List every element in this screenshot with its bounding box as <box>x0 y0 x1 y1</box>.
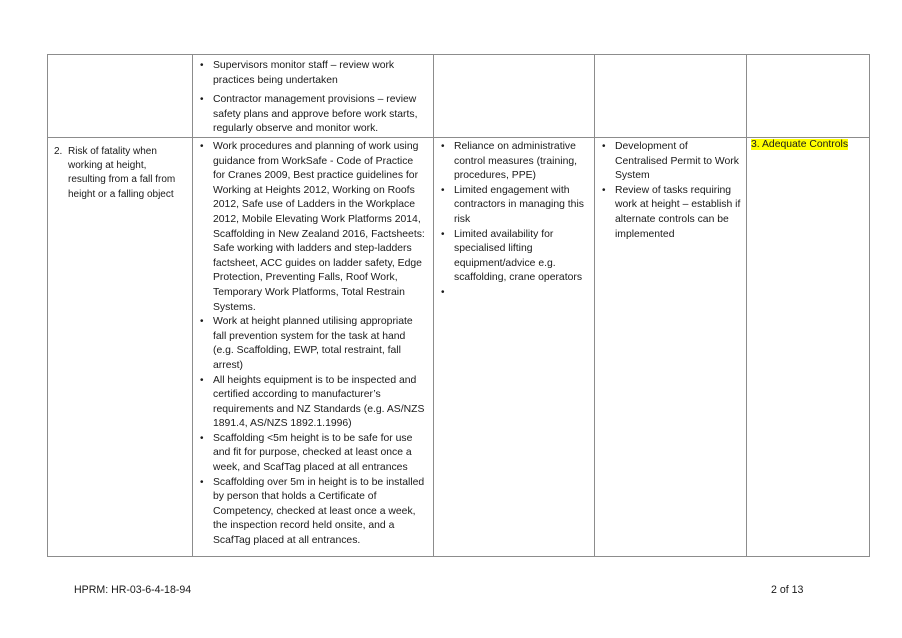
table-row <box>48 138 870 557</box>
controls-cell <box>193 55 434 138</box>
risk-cell <box>48 55 193 138</box>
list-item <box>434 286 590 300</box>
table-row <box>48 55 870 138</box>
list-item: • Development of Centralised Permit to Work System <box>595 140 742 184</box>
list-item: • Review of tasks requiring work at height – establish if alternate controls can be implemented <box>595 184 742 242</box>
actions-cell <box>595 55 747 138</box>
list-item: • Work at height planned utilising appropriate fall prevention system for the task at hand (e.g. Scaffolding, EWP, total restraint, fall arrest) <box>193 315 427 373</box>
rating-cell <box>747 55 870 138</box>
controls-cell <box>193 138 434 557</box>
list-item: • Limited engagement with contractors in managing this risk <box>434 184 590 228</box>
list-item: • All heights equipment is to be inspected and certified according to manufacturer’s requirements and NZ Standards (e.g. AS/NZS 1891.4, AS/NZS 1892.1.1996) <box>193 374 427 432</box>
risk-number: 2. <box>54 146 63 157</box>
rating-cell <box>747 138 870 557</box>
list-item: • Supervisors monitor staff – review work practices being undertaken <box>193 59 427 88</box>
list-item: • Scaffolding <5m height is to be safe for use and fit for purpose, checked at least once a week, and ScafTag placed at all entrances <box>193 432 427 476</box>
page-number: 2 of 13 <box>771 584 804 596</box>
actions-cell <box>595 138 747 557</box>
list-item: • Scaffolding over 5m in height is to be installed by person that holds a Certificate of Competency, checked at least once a week, the inspection record held onsite, and a ScafTag placed at all entrances. <box>193 476 427 549</box>
risk-table <box>47 54 870 557</box>
risk-cell <box>48 138 193 557</box>
list-item: • Contractor management provisions – review safety plans and approve before work starts, regularly observe and monitor work. <box>193 93 427 137</box>
list-item: • Reliance on administrative control measures (training, procedures, PPE) <box>434 140 590 184</box>
list-item: • Work procedures and planning of work using guidance from WorkSafe - Code of Practice for Cranes 2009, Best practice guidelines for Working at Heights 2012, Working on Roofs 2012, Safe use of Ladders in the Workplace 2012, Mobile Elevating Work Platforms 2014, Scaffolding in New Zealand 2016, Factsheets: Safe working with ladders and step-ladders factsheet, ACC guides on ladder safety, Edge Protection, Preventing Falls, Roof Work, Temporary Work Platforms, Total Restrain Systems. <box>193 140 427 315</box>
gaps-cell <box>434 55 595 138</box>
risk-description: Risk of fatality when working at height, resulting from a fall from height or a falling object <box>68 146 176 200</box>
gaps-cell <box>434 138 595 557</box>
rating-label: 3. Adequate Controls <box>751 139 849 150</box>
list-item: • Limited availability for specialised lifting equipment/advice e.g. scaffolding, crane operators <box>434 228 590 286</box>
document-reference: HPRM: HR-03-6-4-18-94 <box>74 584 192 596</box>
